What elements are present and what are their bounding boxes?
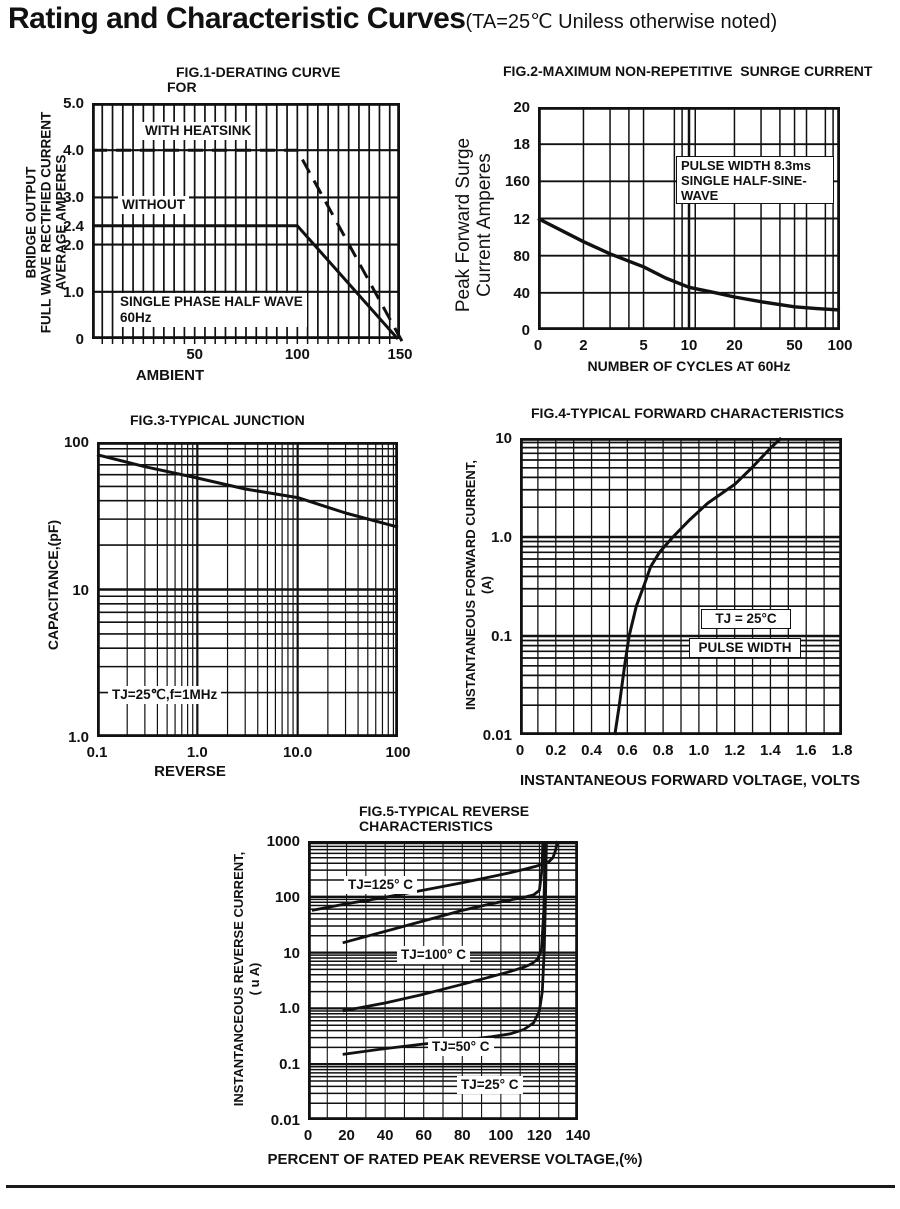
fig2-plot-area — [538, 107, 840, 330]
y-tick-label: 0.01 — [270, 1112, 300, 1129]
x-tick-label: 60 — [415, 1127, 433, 1144]
y-tick-label: 0 — [521, 322, 530, 339]
x-tick-label: 20 — [726, 337, 743, 354]
fig2-annotation-pulse-width: PULSE WIDTH 8.3ms SINGLE HALF-SINE- WAVE — [676, 156, 834, 204]
fig1-x-axis-label: AMBIENT — [135, 367, 205, 384]
page-title-text: Rating and Characteristic Curves — [8, 2, 466, 35]
x-tick-label: 0.2 — [545, 742, 567, 759]
y-tick-label: 100 — [274, 888, 300, 906]
fig5-x-axis-label: PERCENT OF RATED PEAK REVERSE VOLTAGE,(%) — [267, 1151, 643, 1168]
x-tick-label: 0.6 — [616, 742, 638, 759]
x-tick-label: 0.4 — [581, 742, 602, 759]
fig1-title-line2: FOR — [167, 79, 197, 95]
x-tick-label: 100 — [827, 337, 853, 354]
fig5-title: FIG.5-TYPICAL REVERSE — [359, 803, 530, 819]
x-tick-label: 0 — [533, 337, 543, 354]
x-tick-label: 10.0 — [283, 744, 313, 761]
fig1-annotation-single-phase: SINGLE PHASE HALF WAVE 60Hz — [116, 293, 307, 327]
y-tick-label: 0.1 — [279, 1056, 300, 1074]
y-tick-label: 1000 — [266, 833, 300, 850]
x-tick-label: 140 — [565, 1127, 591, 1144]
y-tick-label: 2.0 — [63, 236, 84, 254]
x-tick-label: 150 — [387, 346, 413, 363]
x-tick-label: 2 — [579, 337, 588, 354]
fig1-y-axis-label: BRIDGE OUTPUT FULL WAVE RECTIFIED CURRENT AVERAGE AMPERES — [23, 111, 69, 334]
y-tick-label: 0.01 — [482, 727, 512, 744]
bottom-divider-rule — [6, 1185, 895, 1188]
fig3-title: FIG.3-TYPICAL JUNCTION — [130, 412, 305, 428]
x-tick-label: 50 — [186, 346, 203, 363]
x-tick-label: 20 — [338, 1127, 355, 1144]
fig4-y-axis-label: INSTANTANEOUS FORWARD CURRENT, (A) — [463, 460, 494, 710]
x-tick-label: 1.4 — [760, 742, 781, 759]
y-tick-label: 12 — [513, 210, 530, 228]
x-tick-label: 0 — [303, 1127, 313, 1144]
x-tick-label: 50 — [786, 337, 803, 354]
fig2-y-axis-label: Peak Forward Surge Current Amperes — [453, 137, 495, 313]
y-tick-label: 100 — [63, 434, 89, 451]
y-tick-label: 20 — [513, 99, 530, 116]
y-tick-label: 5.0 — [63, 95, 84, 112]
y-tick-label: 40 — [513, 284, 530, 302]
fig3-annotation-conditions: TJ=25℃,f=1MHz — [108, 686, 221, 704]
fig5-title-line2: CHARACTERISTICS — [359, 818, 493, 834]
fig4-annotation-pulse-width: PULSE WIDTH — [689, 638, 801, 658]
y-tick-label: 1.0 — [279, 1000, 300, 1018]
fig4-annotation-tj25: TJ = 25°C — [701, 609, 791, 629]
fig3-y-axis-label: CAPACITANCE,(pF) — [45, 519, 61, 651]
fig1-annotation-without: WITHOUT — [118, 196, 189, 214]
x-tick-label: 80 — [453, 1127, 471, 1144]
fig4-x-axis-label: INSTANTANEOUS FORWARD VOLTAGE, VOLTS — [520, 772, 860, 789]
y-tick-label: 3.0 — [63, 189, 84, 207]
x-tick-label: 0.8 — [652, 742, 674, 759]
x-tick-label: 1.0 — [688, 742, 710, 759]
y-tick-label: 10 — [283, 944, 300, 962]
x-tick-label: 0.1 — [86, 744, 108, 761]
x-tick-label: 5 — [639, 337, 648, 354]
y-tick-label: 80 — [513, 247, 530, 265]
page-title — [8, 2, 777, 36]
fig4-plot-area — [520, 438, 842, 735]
fig5-y-axis-label: INSTANTANCEOUS REVERSE CURRENT, ( u A) — [231, 851, 262, 1107]
fig4-title: FIG.4-TYPICAL FORWARD CHARACTERISTICS — [531, 405, 844, 421]
fig1-title: FIG.1-DERATING CURVE — [176, 64, 341, 80]
x-tick-label: 1.0 — [186, 744, 208, 761]
y-tick-label: 0 — [75, 331, 84, 348]
fig5-label-tj50: TJ=50° C — [428, 1038, 494, 1056]
fig2-x-axis-label: NUMBER OF CYCLES AT 60Hz — [587, 358, 791, 374]
y-tick-label: 1.0 — [68, 729, 89, 746]
fig5-label-tj100: TJ=100° C — [397, 946, 470, 964]
y-tick-label: 4.0 — [63, 142, 84, 160]
y-tick-label: 1.0 — [63, 283, 84, 301]
fig2-title: FIG.2-MAXIMUM NON-REPETITIVE SUNRGE CURRENT — [503, 63, 873, 79]
x-tick-label: 40 — [376, 1127, 394, 1144]
fig3-x-axis-label: REVERSE — [154, 763, 226, 780]
fig1-annotation-with-heatsink: WITH HEATSINK — [141, 122, 255, 140]
y-tick-label: 10 — [495, 430, 512, 447]
x-tick-label: 120 — [526, 1127, 552, 1144]
y-tick-label: 160 — [504, 173, 530, 191]
y-tick-label: 18 — [513, 136, 530, 154]
fig5-label-tj25: TJ=25° C — [457, 1076, 523, 1094]
y-tick-label: 2.4 — [63, 217, 84, 235]
x-tick-label: 1.2 — [724, 742, 746, 759]
page-subtitle: (TA=25℃ Uniless otherwise noted) — [465, 11, 778, 33]
fig5-label-tj125: TJ=125° C — [344, 876, 417, 894]
y-tick-label: 10 — [72, 581, 89, 599]
x-tick-label: 100 — [488, 1127, 514, 1144]
x-tick-label: 10 — [680, 337, 698, 354]
x-tick-label: 100 — [284, 346, 310, 363]
x-tick-label: 1.8 — [831, 742, 853, 759]
x-tick-label: 0 — [515, 742, 525, 759]
y-tick-label: 0.1 — [491, 628, 512, 645]
y-tick-label: 1.0 — [491, 529, 512, 546]
x-tick-label: 100 — [385, 744, 411, 761]
x-tick-label: 1.6 — [795, 742, 817, 759]
